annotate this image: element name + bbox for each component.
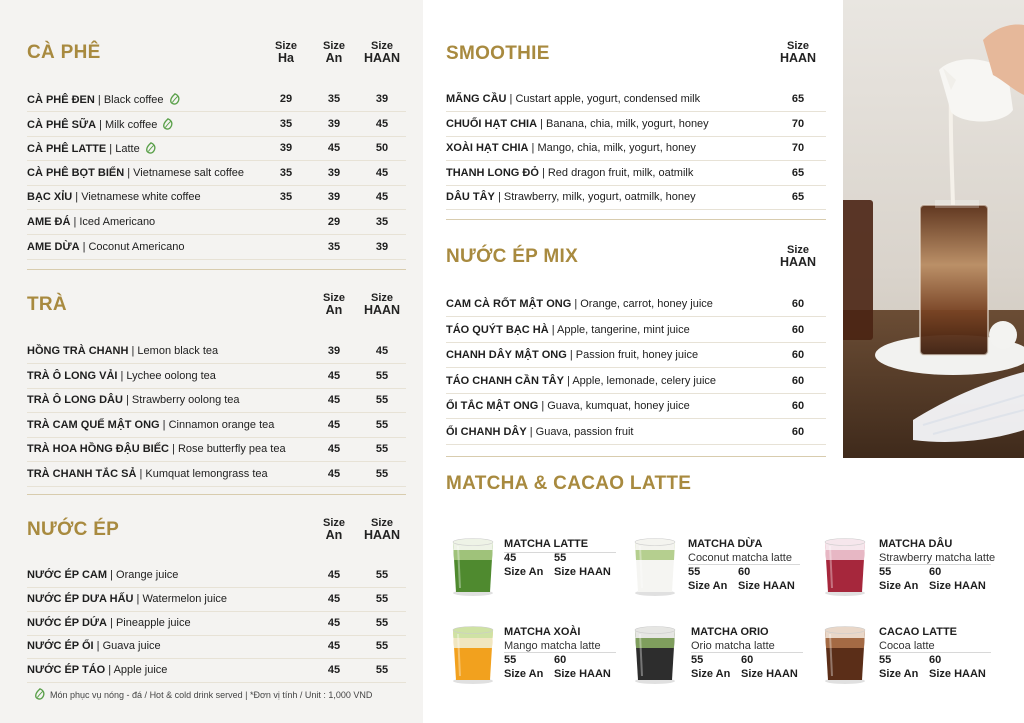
price: 60 [929, 654, 942, 666]
size-header: Size HAAN [779, 244, 817, 269]
price: 60 [791, 400, 805, 413]
menu-item [27, 112, 406, 137]
menu-item-name: NƯỚC ÉP DƯA HẤU | Watermelon juice [27, 592, 228, 605]
menu-item-name: CÀ PHÊ ĐEN | Black coffee [27, 93, 181, 106]
price: 35 [327, 93, 341, 105]
price: 70 [791, 117, 805, 130]
menu-item-name: CÀ PHÊ SỮA | Milk coffee [27, 118, 174, 131]
leaf-icon [169, 93, 181, 105]
divider [688, 564, 800, 565]
menu-item-name: HỒNG TRÀ CHANH | Lemon black tea [27, 345, 219, 357]
leaf-icon [34, 688, 46, 700]
price: 45 [327, 569, 341, 581]
menu-item [446, 112, 826, 137]
price: 45 [327, 664, 341, 677]
menu-item-name: CAM CÀ RỐT MẬT ONG | Orange, carrot, honey juice [446, 298, 713, 310]
leaf-icon [162, 118, 174, 130]
size-label: Size An [504, 668, 544, 680]
menu-item-name: ỔI CHANH DÂY | Guava, passion fruit [446, 426, 634, 438]
drink-subtitle: Strawberry matcha latte [879, 552, 996, 564]
menu-item-name: MÃNG CẦU | Custart apple, yogurt, condensed milk [446, 93, 701, 105]
menu-item-name: NƯỚC ÉP DỨA | Pineapple juice [27, 616, 191, 629]
size-label: Size HAAN [929, 668, 986, 680]
footer-text: Món phục vụ nóng - đá / Hot & cold drink served | *Đơn vị tính / Unit : 1,000 VND [50, 690, 373, 700]
menu-item [27, 161, 406, 186]
divider [446, 219, 826, 220]
menu-item-name: NƯỚC ÉP CAM | Orange juice [27, 569, 179, 581]
price: 45 [327, 369, 341, 382]
menu-item-name: CÀ PHÊ LATTE | Latte [27, 142, 157, 155]
price: 45 [327, 443, 341, 456]
menu-item-name: NƯỚC ÉP TÁO | Apple juice [27, 664, 168, 677]
drink-name: CACAO LATTE [879, 626, 958, 638]
menu-item [446, 420, 826, 445]
menu-item [27, 413, 406, 438]
price: 35 [279, 191, 293, 204]
price: 39 [327, 345, 341, 357]
drink-cup-image [632, 624, 678, 689]
price: 65 [791, 166, 805, 179]
section-title-smoothie: SMOOTHIE [446, 43, 550, 64]
price: 35 [375, 216, 389, 228]
price: 45 [327, 468, 341, 480]
drink-subtitle: Coconut matcha latte [688, 552, 792, 564]
drink-cup-image [632, 536, 678, 601]
menu-item [446, 87, 826, 112]
size-label: Size An [504, 566, 544, 578]
price: 55 [375, 616, 389, 629]
menu-item-name: NƯỚC ÉP ỔI | Guava juice [27, 640, 161, 653]
price: 55 [554, 552, 567, 564]
size-label: Size HAAN [929, 580, 986, 592]
price: 55 [375, 418, 389, 431]
price: 45 [504, 552, 517, 564]
price: 60 [791, 426, 805, 438]
price: 55 [688, 566, 701, 578]
drink-name: MATCHA ORIO [691, 626, 769, 638]
drink-cup-image [822, 536, 868, 601]
menu-item-name: TÁO CHANH CẦN TÂY | Apple, lemonade, celery juice [446, 374, 717, 387]
price: 29 [327, 216, 341, 228]
size-header: Size HAAN [363, 292, 401, 317]
drink-subtitle: Cocoa latte [879, 640, 935, 652]
divider [879, 564, 991, 565]
size-header: Size An [322, 517, 345, 542]
size-header: Size An [322, 292, 345, 317]
menu-item [446, 394, 826, 419]
size-header: Size An [322, 40, 345, 65]
menu-item-name: TRÀ CAM QUẾ MẬT ONG | Cinnamon orange tea [27, 418, 275, 431]
price: 45 [375, 166, 389, 179]
price: 60 [554, 654, 567, 666]
menu-item-name: CHUỐI HẠT CHIA | Banana, chia, milk, yogurt, honey [446, 117, 709, 130]
divider [691, 652, 803, 653]
menu-item [446, 161, 826, 186]
section-title-cafe: CÀ PHÊ [27, 42, 101, 63]
menu-item-name: ỔI TẮC MẬT ONG | Guava, kumquat, honey juice [446, 400, 690, 413]
menu-item [27, 235, 406, 260]
section-title-nuocep: NƯỚC ÉP [27, 519, 120, 540]
menu-item [27, 87, 406, 112]
price: 39 [279, 142, 293, 155]
menu-item-name: CÀ PHÊ BỌT BIỂN | Vietnamese salt coffee [27, 166, 245, 179]
menu-item-name: TRÀ Ô LONG VẢI | Lychee oolong tea [27, 369, 216, 382]
price: 45 [327, 640, 341, 653]
price: 55 [375, 369, 389, 382]
price: 60 [791, 374, 805, 387]
price: 55 [375, 569, 389, 581]
menu-item-name: AME DỪA | Coconut Americano [27, 240, 185, 253]
drink-name: MATCHA LATTE [504, 538, 589, 550]
menu-item [27, 611, 406, 636]
price: 60 [791, 323, 805, 336]
price: 55 [375, 640, 389, 653]
price: 70 [791, 142, 805, 154]
menu-item-name: DÂU TÂY | Strawberry, milk, yogurt, oatmilk, honey [446, 191, 696, 203]
price: 55 [879, 566, 892, 578]
size-header: Size Ha [274, 40, 297, 65]
price: 60 [791, 298, 805, 310]
section-title-tra: TRÀ [27, 294, 67, 315]
divider [879, 652, 991, 653]
price: 60 [791, 349, 805, 362]
price: 45 [327, 592, 341, 605]
size-header: Size HAAN [363, 40, 401, 65]
price: 29 [279, 93, 293, 105]
price: 55 [879, 654, 892, 666]
menu-item [27, 364, 406, 389]
price: 39 [327, 166, 341, 179]
price: 55 [375, 443, 389, 456]
menu-item [27, 462, 406, 487]
price: 35 [279, 166, 293, 179]
size-label: Size HAAN [554, 566, 611, 578]
menu-item-name: TRÀ HOA HỒNG ĐẬU BIẾC | Rose butterfly pea tea [27, 443, 286, 456]
coffee-photo [843, 0, 1024, 458]
menu-item [446, 292, 826, 317]
menu-item [27, 658, 406, 683]
price: 39 [327, 191, 341, 204]
menu-item [446, 185, 826, 210]
drink-name: MATCHA XOÀI [504, 626, 581, 638]
divider [27, 494, 406, 495]
section-title-matcha: MATCHA & CACAO LATTE [446, 473, 692, 494]
size-label: Size An [688, 580, 728, 592]
menu-item [27, 210, 406, 235]
price: 60 [741, 654, 754, 666]
menu-item-name: TRÀ Ô LONG DÂU | Strawberry oolong tea [27, 394, 240, 407]
footer-note [34, 688, 372, 700]
menu-item [27, 634, 406, 659]
divider [27, 269, 406, 270]
price: 45 [375, 191, 389, 204]
price: 50 [375, 142, 389, 155]
menu-item [446, 343, 826, 368]
drink-name: MATCHA DÂU [879, 538, 953, 550]
price: 39 [375, 240, 389, 253]
menu-item-name: TRÀ CHANH TẮC SẢ | Kumquat lemongrass tea [27, 468, 268, 480]
menu-item [27, 437, 406, 462]
menu-item [446, 318, 826, 343]
leaf-icon [145, 142, 157, 154]
menu-item [446, 136, 826, 161]
menu-item-name: THANH LONG ĐỎ | Red dragon fruit, milk, oatmilk [446, 166, 694, 179]
price: 55 [375, 664, 389, 677]
drink-cup-image [450, 624, 496, 689]
drink-cup-image [822, 624, 868, 689]
size-label: Size An [879, 580, 919, 592]
menu-item [27, 185, 406, 210]
section-title-mix: NƯỚC ÉP MIX [446, 246, 579, 267]
price: 60 [738, 566, 751, 578]
price: 45 [327, 616, 341, 629]
divider [446, 456, 826, 457]
price: 35 [279, 117, 293, 130]
price: 65 [791, 93, 805, 105]
size-label: Size HAAN [554, 668, 611, 680]
size-label: Size HAAN [738, 580, 795, 592]
price: 55 [375, 394, 389, 407]
drink-cup-image [450, 536, 496, 601]
price: 45 [327, 142, 341, 155]
price: 55 [504, 654, 517, 666]
menu-item-name: CHANH DÂY MẬT ONG | Passion fruit, honey juice [446, 349, 699, 362]
drink-name: MATCHA DỪA [688, 538, 763, 550]
menu-item-name: TÁO QUÝT BẠC HÀ | Apple, tangerine, mint juice [446, 323, 690, 336]
size-label: Size HAAN [741, 668, 798, 680]
price: 55 [691, 654, 704, 666]
divider [504, 652, 616, 653]
price: 35 [327, 240, 341, 253]
price: 45 [327, 394, 341, 407]
price: 45 [375, 117, 389, 130]
menu-item [27, 587, 406, 612]
price: 60 [929, 566, 942, 578]
price: 39 [375, 93, 389, 105]
price: 45 [375, 345, 389, 357]
price: 39 [327, 117, 341, 130]
menu-item-name: AME ĐÁ | Iced Americano [27, 216, 156, 228]
size-header: Size HAAN [363, 517, 401, 542]
drink-subtitle: Mango matcha latte [504, 640, 601, 652]
menu-item-name: BẠC XỈU | Vietnamese white coffee [27, 191, 201, 204]
price: 55 [375, 468, 389, 480]
price: 45 [327, 418, 341, 431]
price: 65 [791, 191, 805, 203]
menu-item [27, 388, 406, 413]
size-label: Size An [691, 668, 731, 680]
drink-subtitle: Orio matcha latte [691, 640, 775, 652]
price: 55 [375, 592, 389, 605]
size-label: Size An [879, 668, 919, 680]
menu-item [27, 563, 406, 588]
menu-item [27, 339, 406, 364]
menu-item [27, 136, 406, 161]
menu-item [446, 369, 826, 394]
size-header: Size HAAN [779, 40, 817, 65]
menu-item-name: XOÀI HẠT CHIA | Mango, chia, milk, yogurt, honey [446, 142, 696, 154]
